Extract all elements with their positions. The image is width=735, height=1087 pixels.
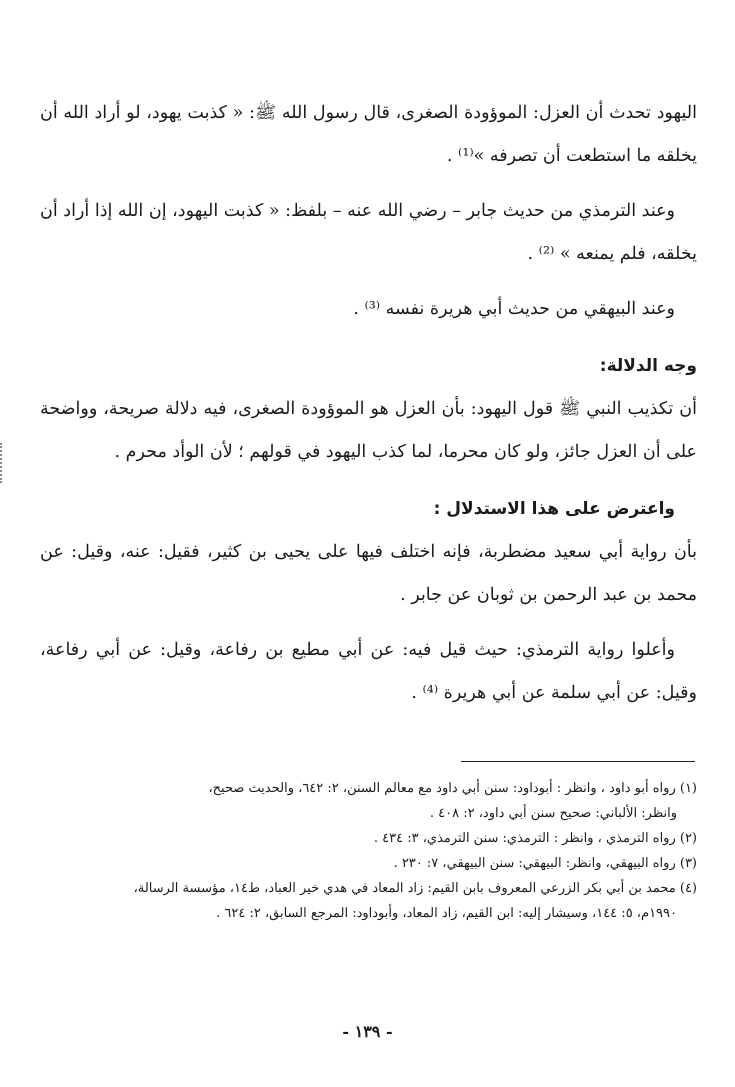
- footnote-line: (٣) رواه البيهقي، وانظر: البيهقي: سنن البيهقي، ٧: ٢٣٠ .: [393, 856, 697, 871]
- heading-evidence: وجه الدلالة:: [599, 356, 697, 376]
- footnote-continuation: وانظر: الألباني: صحيح سنن أبي داود، ٢: ٤٠٨ .: [429, 806, 677, 821]
- paragraph-hadith-abudawud: اليهود تحدث أن العزل: الموؤودة الصغرى، قال رسول الله ﷺ: « كذبت يهود، لو أراد الله أن يخلقه ما استطعت أن تصرفه »⁽¹⁾ .: [40, 103, 697, 166]
- footnotes: [38, 776, 697, 926]
- page-number: - ١٣٩ -: [342, 1022, 393, 1041]
- paragraph-hadith-tirmidhi: وعند الترمذي من حديث جابر – رضي الله عنه – بلفظ: « كذبت اليهود، إن الله إذا أراد أن يخلقه، فلم يمنعه » ⁽²⁾ .: [40, 201, 697, 264]
- paragraph-evidence: أن تكذيب النبي ﷺ قول اليهود: بأن العزل هو الموؤودة الصغرى، فيه دلالة صريحة، وواضحة على أن العزل جائز، ولو كان محرما، لما كذب اليهود في قولهم ؛ لأن الوأد محرم .: [40, 399, 697, 462]
- footnote-line: (١) رواه أبو داود ، وانظر : أبوداود: سنن أبي داود مع معالم السنن، ٢: ٦٤٢، والحديث صحيح،: [208, 781, 697, 796]
- footnote-divider: [461, 761, 695, 762]
- heading-objection: واعترض على هذا الاستدلال :: [433, 499, 675, 519]
- footnote-item: [38, 826, 697, 851]
- footnote-item: [38, 776, 697, 826]
- paragraph-objection-2: وأعلوا رواية الترمذي: حيث قيل فيه: عن أبي مطيع بن رفاعة، وقيل: عن أبي رفاعة، وقيل: عن أبي سلمة عن أبي هريرة ⁽⁴⁾ .: [40, 640, 697, 703]
- footnote-item: [38, 851, 697, 876]
- paragraph-hadith-bayhaqi: وعند البيهقي من حديث أبي هريرة نفسه ⁽³⁾ .: [353, 299, 675, 319]
- main-text: [40, 92, 697, 715]
- footnote-line: (٢) رواه الترمذي ، وانظر : الترمذي: سنن الترمذي، ٣: ٤٣٤ .: [373, 831, 697, 846]
- footnote-continuation: ١٩٩٠م، ٥: ١٤٤، وسيشار إليه: ابن القيم، زاد المعاد، وأبوداود: المرجع السابق، ٢: ٦٢٤ .: [216, 906, 677, 921]
- paragraph-objection-1: بأن رواية أبي سعيد مضطربة، فإنه اختلف فيها على يحيى بن كثير، فقيل: عنه، وقيل: عن محمد بن عبد الرحمن بن ثوبان عن جابر .: [40, 542, 697, 605]
- footnote-item: [38, 876, 697, 926]
- scan-edge-mark: [0, 443, 4, 483]
- footnote-line: (٤) محمد بن أبي بكر الزرعي المعروف بابن القيم: زاد المعاد في هدي خير العباد، ط١٤، مؤسسة الرسالة،: [133, 881, 697, 896]
